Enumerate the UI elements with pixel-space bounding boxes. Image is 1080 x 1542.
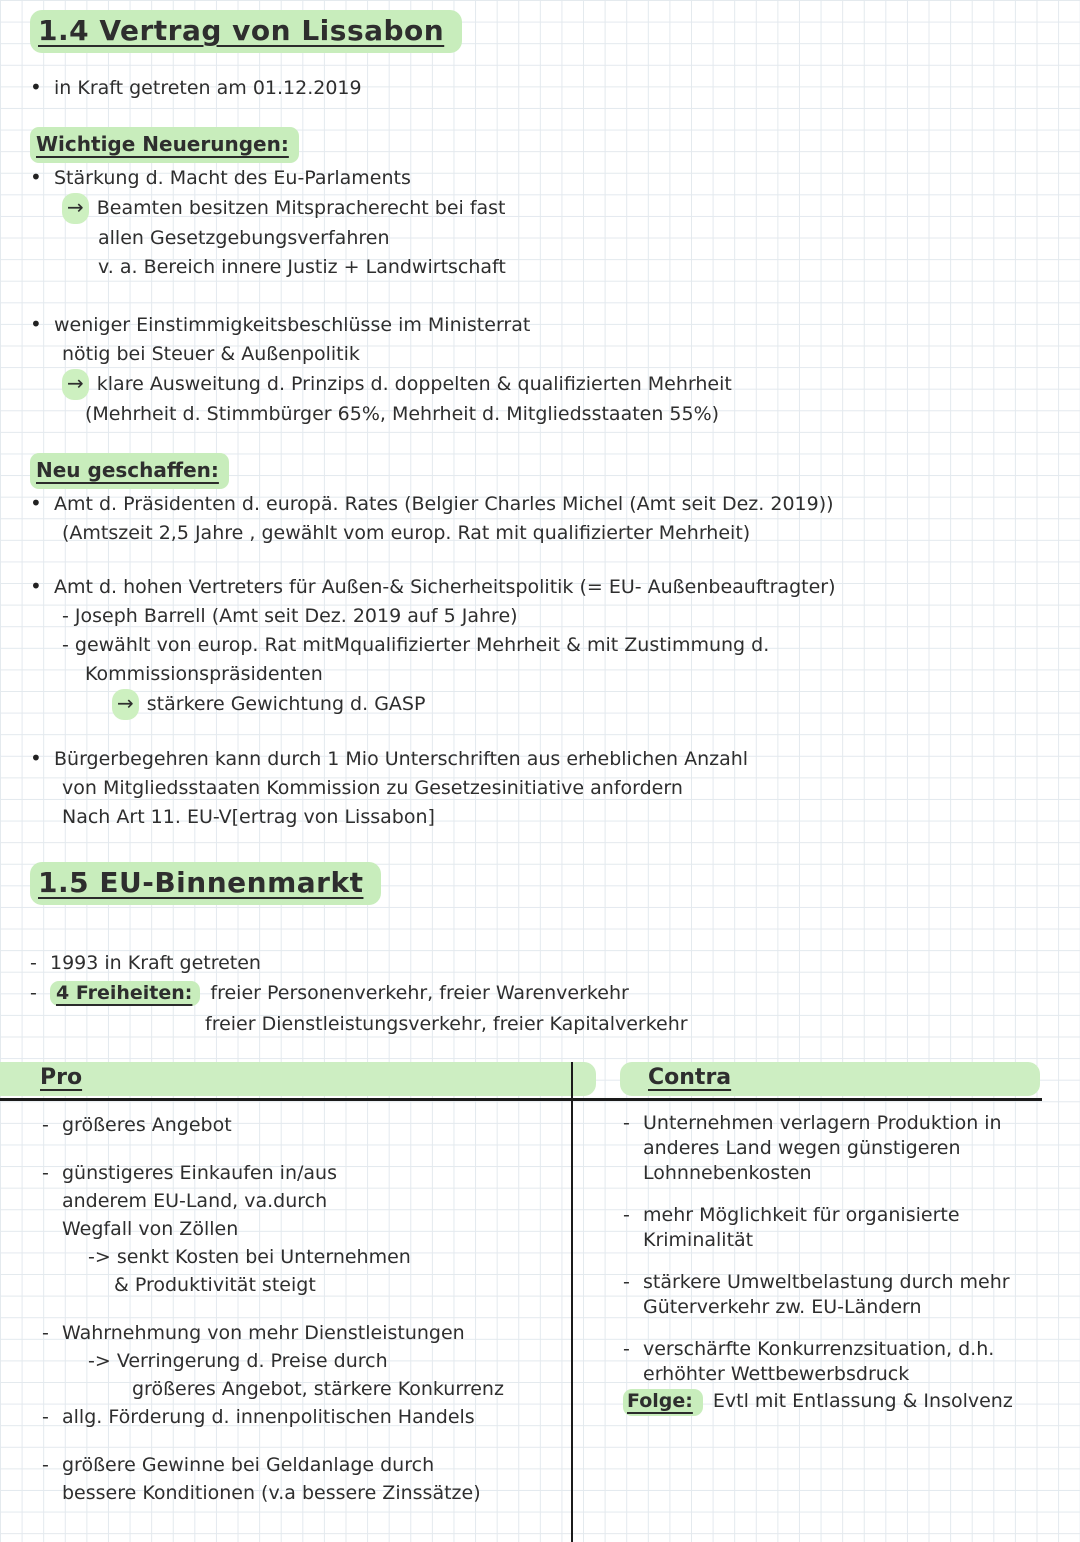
dash-icon: - xyxy=(623,1271,630,1293)
dash-icon: - xyxy=(30,952,37,974)
dash-icon: - xyxy=(623,1338,630,1360)
table-row xyxy=(42,1451,571,1479)
cell-text: bessere Konditionen (v.a bessere Zinssätze) xyxy=(62,1482,481,1504)
dash-icon: - xyxy=(30,982,37,1004)
spacer xyxy=(30,429,1080,453)
header-rule xyxy=(0,1098,1042,1101)
note-text: - gewählt von europ. Rat mitMqualifizierter Mehrheit & mit Zustimmung d. xyxy=(62,634,770,656)
folge-line xyxy=(623,1389,1040,1416)
bullet-icon: • xyxy=(30,491,42,515)
pro-contra-table xyxy=(0,1062,1048,1532)
note-text: Bürgerbegehren kann durch 1 Mio Unterschriften aus erheblichen Anzahl xyxy=(54,748,749,770)
subsection-heading-wichtige-neuerungen xyxy=(30,127,1080,163)
cell-text: erhöhter Wettbewerbsdruck xyxy=(643,1363,910,1385)
spacer xyxy=(30,548,1080,572)
dash-icon: - xyxy=(623,1204,630,1226)
table-row xyxy=(42,1403,571,1431)
spacer xyxy=(623,1186,1040,1203)
note-text: von Mitgliedsstaaten Kommission zu Gesetzesinitiative anfordern xyxy=(62,777,683,799)
cell-text: verschärfte Konkurrenzsituation, d.h. xyxy=(643,1338,995,1360)
note-text: stärkere Gewichtung d. GASP xyxy=(146,693,426,715)
cell-text: größeres Angebot xyxy=(62,1114,232,1136)
arrow-icon: → xyxy=(112,689,139,720)
note-text: weniger Einstimmigkeitsbeschlüsse im Ministerrat xyxy=(54,314,531,336)
bullet-icon: • xyxy=(30,165,42,189)
spacer xyxy=(30,720,1080,744)
contra-header xyxy=(620,1062,1040,1096)
cell-text: größeres Angebot, stärkere Konkurrenz xyxy=(132,1378,504,1400)
section-title: 1.4 Vertrag von Lissabon xyxy=(30,10,462,53)
note-line xyxy=(30,949,1080,978)
table-row xyxy=(42,1479,571,1507)
cell-text: anderem EU-Land, va.durch xyxy=(62,1190,328,1212)
table-row xyxy=(623,1337,1040,1362)
cell-text: stärkere Umweltbelastung durch mehr xyxy=(643,1271,1010,1293)
bullet-icon: • xyxy=(30,75,42,99)
note-line xyxy=(30,369,1080,400)
note-text: Beamten besitzen Mitspracherecht bei fast xyxy=(96,197,506,219)
note-text: nötig bei Steuer & Außenpolitik xyxy=(62,343,360,365)
table-header-row xyxy=(0,1062,1048,1096)
cell-text: allg. Förderung d. innenpolitischen Handels xyxy=(62,1406,475,1428)
cell-text: Wegfall von Zöllen xyxy=(62,1218,239,1240)
bullet-icon: • xyxy=(30,312,42,336)
table-row xyxy=(42,1375,571,1403)
spacer xyxy=(30,103,1080,127)
spacer xyxy=(623,1253,1040,1270)
note-line xyxy=(30,660,1080,689)
spacer xyxy=(42,1139,571,1159)
table-row xyxy=(42,1187,571,1215)
note-text: allen Gesetzgebungsverfahren xyxy=(98,227,390,249)
table-row xyxy=(623,1270,1040,1295)
cell-text: Lohnnebenkosten xyxy=(643,1162,812,1184)
note-line xyxy=(30,689,1080,720)
note-line xyxy=(30,803,1080,832)
note-line xyxy=(30,340,1080,369)
table-row xyxy=(42,1243,571,1271)
note-text: Amt d. hohen Vertreters für Außen-& Sicherheitspolitik (= EU- Außenbeauftragter) xyxy=(54,576,836,598)
note-text: Nach Art 11. EU-V[ertrag von Lissabon] xyxy=(62,806,435,828)
spacer xyxy=(623,1320,1040,1337)
cell-text: größere Gewinne bei Geldanlage durch xyxy=(62,1454,435,1476)
dash-icon: - xyxy=(42,1162,49,1184)
note-line xyxy=(30,224,1080,253)
cell-text: & Produktivität steigt xyxy=(114,1274,316,1296)
note-line xyxy=(30,489,1080,519)
table-row xyxy=(623,1161,1040,1186)
folge-text: Evtl mit Entlassung & Insolvenz xyxy=(712,1390,1013,1412)
section-heading-1-4 xyxy=(30,14,1080,47)
note-line xyxy=(30,400,1080,429)
spacer xyxy=(42,1431,571,1451)
cell-text: -> Verringerung d. Preise durch xyxy=(88,1350,388,1372)
bullet-icon: • xyxy=(30,574,42,598)
contra-column xyxy=(571,1111,1048,1507)
dash-icon: - xyxy=(42,1322,49,1344)
note-line xyxy=(30,631,1080,660)
table-row xyxy=(623,1228,1040,1253)
subsection-title: Neu geschaffen: xyxy=(30,453,229,489)
contra-header-text: Contra xyxy=(648,1065,732,1090)
note-line xyxy=(30,602,1080,631)
cell-text: Unternehmen verlagern Produktion in xyxy=(643,1112,1002,1134)
cell-text: anderes Land wegen günstigeren xyxy=(643,1137,961,1159)
note-text: freier Dienstleistungsverkehr, freier Kapitalverkehr xyxy=(205,1013,688,1035)
note-line xyxy=(30,572,1080,602)
cell-text: Wahrnehmung von mehr Dienstleistungen xyxy=(62,1322,465,1344)
cell-text: Güterverkehr zw. EU-Ländern xyxy=(643,1296,922,1318)
cell-text: Kriminalität xyxy=(643,1229,754,1251)
note-line xyxy=(30,163,1080,193)
table-row xyxy=(42,1347,571,1375)
column-divider xyxy=(571,1062,573,1542)
spacer xyxy=(30,282,1080,310)
folge-label: Folge: xyxy=(623,1389,703,1416)
note-line xyxy=(30,744,1080,774)
freiheiten-label-text: 4 Freiheiten: xyxy=(50,981,200,1006)
note-text: Amt d. Präsidenten d. europä. Rates (Belgier Charles Michel (Amt seit Dez. 2019)) xyxy=(54,493,834,515)
pro-column xyxy=(0,1111,571,1507)
note-line xyxy=(30,193,1080,224)
cell-text: günstigeres Einkaufen in/aus xyxy=(62,1162,337,1184)
section-title: 1.5 EU-Binnenmarkt xyxy=(30,862,381,905)
cell-text: -> senkt Kosten bei Unternehmen xyxy=(88,1246,411,1268)
note-text: Kommissionspräsidenten xyxy=(85,663,323,685)
note-text: (Amtszeit 2,5 Jahre , gewählt vom europ. Rat mit qualifizierter Mehrheit) xyxy=(62,522,751,544)
subsection-title: Wichtige Neuerungen: xyxy=(30,127,299,163)
note-text: 1993 in Kraft getreten xyxy=(50,952,261,974)
bullet-icon: • xyxy=(30,746,42,770)
note-text: - Joseph Barrell (Amt seit Dez. 2019 auf 5 Jahre) xyxy=(62,605,518,627)
note-text: v. a. Bereich innere Justiz + Landwirtschaft xyxy=(98,256,506,278)
note-text: freier Personenverkehr, freier Warenverkehr xyxy=(210,982,629,1004)
note-text: in Kraft getreten am 01.12.2019 xyxy=(54,77,362,99)
spacer xyxy=(42,1299,571,1319)
table-row xyxy=(623,1136,1040,1161)
table-row xyxy=(623,1295,1040,1320)
dash-icon: - xyxy=(42,1114,49,1136)
note-line xyxy=(30,310,1080,340)
pro-header xyxy=(0,1062,596,1096)
freiheiten-label xyxy=(50,978,200,1009)
note-line xyxy=(30,978,1080,1009)
note-text: klare Ausweitung d. Prinzips d. doppelten & qualifizierten Mehrheit xyxy=(96,373,732,395)
section-heading-1-5 xyxy=(30,866,1080,899)
note-line xyxy=(30,253,1080,282)
table-row xyxy=(42,1319,571,1347)
table-row xyxy=(42,1111,571,1139)
note-line xyxy=(30,774,1080,803)
cell-text: mehr Möglichkeit für organisierte xyxy=(643,1204,960,1226)
note-text: (Mehrheit d. Stimmbürger 65%, Mehrheit d. Mitgliedsstaaten 55%) xyxy=(85,403,720,425)
dash-icon: - xyxy=(42,1454,49,1476)
table-row xyxy=(42,1215,571,1243)
table-row xyxy=(623,1362,1040,1387)
dash-icon: - xyxy=(42,1406,49,1428)
note-line xyxy=(30,73,1080,103)
note-line xyxy=(30,519,1080,548)
pro-header-text: Pro xyxy=(40,1065,83,1090)
arrow-icon: → xyxy=(62,193,89,224)
note-text: Stärkung d. Macht des Eu-Parlaments xyxy=(54,167,411,189)
dash-icon: - xyxy=(623,1112,630,1134)
table-row xyxy=(623,1111,1040,1136)
subsection-heading-neu-geschaffen xyxy=(30,453,1080,489)
table-row xyxy=(42,1271,571,1299)
table-row xyxy=(623,1203,1040,1228)
note-line xyxy=(30,1009,1080,1040)
arrow-icon: → xyxy=(62,369,89,400)
table-row xyxy=(42,1159,571,1187)
